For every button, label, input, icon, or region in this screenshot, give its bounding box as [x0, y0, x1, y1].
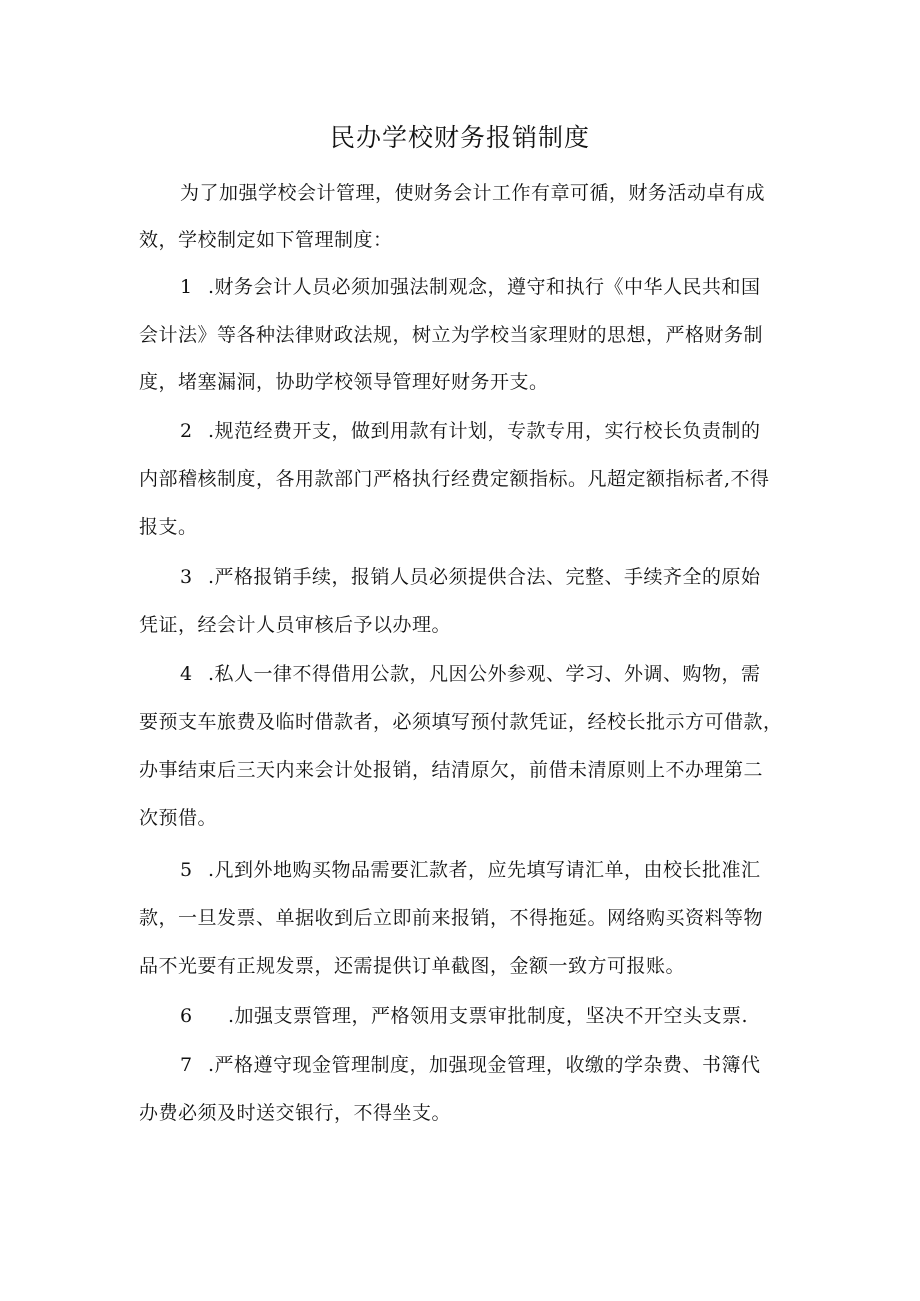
- item-5-line-1: [180, 855, 830, 885]
- item-6-line-1: [180, 1001, 830, 1031]
- item-7-line-2: 办费必须及时送交银行，不得坐支。: [139, 1102, 452, 1124]
- item-number: 3: [180, 566, 193, 588]
- item-3-line-2: 凭证，经会计人员审核后予以办理。: [139, 614, 452, 636]
- item-number: 6: [180, 1005, 193, 1027]
- item-text: .凡到外地购买物品需要汇款者，应先填写请汇单，由校长批准汇: [208, 859, 761, 881]
- item-5-line-2: 款，一旦发票、单据收到后立即前来报销，不得拖延。网络购买资料等物: [139, 907, 764, 929]
- item-7-line-1: [180, 1050, 830, 1080]
- item-2-line-1: [180, 416, 830, 446]
- item-text: .私人一律不得借用公款，凡因公外参观、学习、外调、购物，需: [208, 663, 761, 685]
- intro-line-2: 效，学校制定如下管理制度：: [139, 229, 393, 251]
- item-text: .规范经费开支，做到用款有计划，专款专用，实行校长负责制的: [208, 420, 761, 442]
- item-number: 5: [180, 859, 193, 881]
- item-4-line-2: 要预支车旅费及临时借款者，必须填写预付款凭证，经校长批示方可借款，: [139, 711, 783, 733]
- item-2-line-2: 内部稽核制度，各用款部门严格执行经费定额指标。凡超定额指标者,不得: [139, 468, 770, 490]
- item-text: .严格报销手续，报销人员必须提供合法、完整、手续齐全的原始: [208, 566, 761, 588]
- item-1-line-2: 会计法》等各种法律财政法规，树立为学校当家理财的思想，严格财务制: [139, 324, 764, 346]
- item-number: 4: [180, 663, 193, 685]
- item-4-line-4: 次预借。: [139, 807, 218, 829]
- item-4-line-3: 办事结束后三天内来会计处报销，结清原欠，前借未清原则上不办理第二: [139, 759, 764, 781]
- item-4-line-1: [180, 659, 830, 689]
- item-5-line-3: 品不光要有正规发票，还需提供订单截图，金额一致方可报账。: [139, 955, 686, 977]
- item-number: 1: [180, 276, 193, 298]
- item-text: .财务会计人员必须加强法制观念，遵守和执行《中华人民共和国: [208, 276, 761, 298]
- item-text: .严格遵守现金管理制度，加强现金管理，收缴的学杂费、书簿代: [208, 1054, 761, 1076]
- item-3-line-1: [180, 562, 830, 592]
- item-number: 2: [180, 420, 193, 442]
- item-number: 7: [180, 1054, 193, 1076]
- item-text: .加强支票管理，严格领用支票审批制度，坚决不开空头支票.: [228, 1005, 749, 1027]
- item-2-line-3: 报支。: [139, 516, 198, 538]
- item-1-line-1: [180, 272, 830, 302]
- item-1-line-3: 度，堵塞漏洞，协助学校领导管理好财务开支。: [139, 371, 549, 393]
- document-title: 民办学校财务报销制度: [329, 123, 590, 152]
- intro-line-1: 为了加强学校会计管理，使财务会计工作有章可循，财务活动卓有成: [180, 182, 766, 204]
